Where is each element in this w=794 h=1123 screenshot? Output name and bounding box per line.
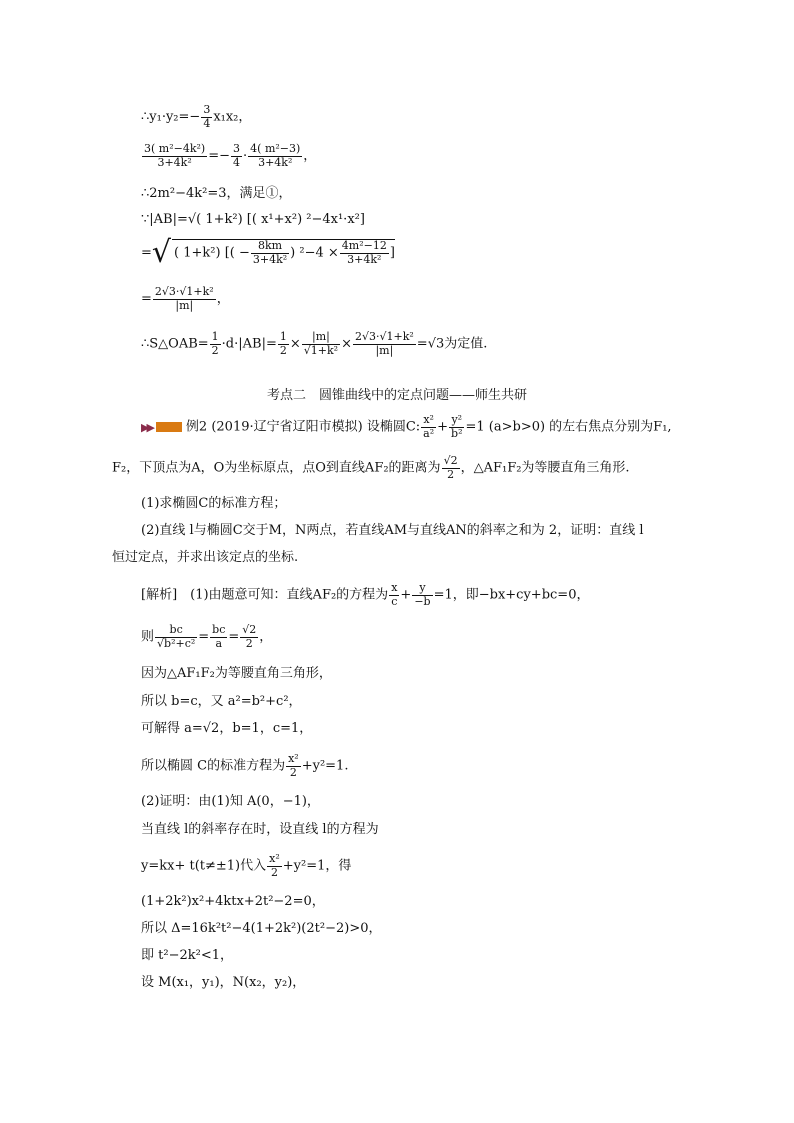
fraction <box>302 331 340 357</box>
solution-line-7: (2)证明：由(1)知 A(0，−1)， <box>141 794 320 809</box>
example-badge-icon <box>156 422 182 432</box>
numerator: bc <box>155 624 197 638</box>
proof-line-2 <box>141 143 316 169</box>
solution-line-9 <box>141 853 351 879</box>
fraction <box>231 143 242 169</box>
numerator: x² <box>288 752 299 765</box>
denominator: 2 <box>289 765 297 779</box>
proof-line-1 <box>141 104 251 130</box>
denominator: 2 <box>447 467 455 481</box>
text-segment: ， <box>259 629 273 645</box>
numerator: y² <box>449 414 464 428</box>
denominator: a <box>215 636 223 650</box>
text-segment: × <box>341 336 352 352</box>
fraction <box>421 414 436 440</box>
solution-line-12: 即 t²−2k²<1， <box>141 948 233 963</box>
text-segment: F₂，下顶点为A，O为坐标原点，点O到直线AF₂的距离为 <box>112 460 441 476</box>
text-segment: ] <box>389 245 395 261</box>
fraction <box>267 853 282 879</box>
solution-line-8: 当直线 l的斜率存在时，设直线 l的方程为 <box>141 822 379 837</box>
text-segment: ( 1+k²) [( − <box>174 245 250 261</box>
fraction <box>210 624 227 650</box>
solution-line-1 <box>141 582 589 608</box>
solution-line-13: 设 M(x₁，y₁)，N(x₂，y₂)， <box>141 975 306 990</box>
text-segment: × <box>289 336 301 352</box>
text-segment: [解析] (1)由题意可知：直线AF₂的方程为 <box>141 587 389 603</box>
numerator: x² <box>421 414 436 428</box>
text-segment: ， <box>216 291 230 307</box>
radicand <box>172 239 395 266</box>
question-2-line-1: (2)直线 l与椭圆C交于M，N两点，若直线AM与直线AN的斜率之和为 2，证明：直线 l <box>141 523 644 538</box>
proof-line-3: ∴2m²−4k²=3，满足①， <box>141 186 292 201</box>
text-segment: ，△AF₁F₂为等腰直角三角形. <box>460 460 630 476</box>
numerator: √2 <box>443 454 458 467</box>
denominator: 2 <box>245 636 253 650</box>
text-segment: + <box>400 587 412 603</box>
solution-line-11: 所以 Δ=16k²t²−4(1+2k²)(2t²−2)>0， <box>141 921 382 936</box>
proof-line-4: ∵|AB|=√( 1+k²) [( x¹+x²) ²−4x¹·x²] <box>141 212 365 227</box>
denominator: 4 <box>233 155 241 169</box>
proof-line-7 <box>141 331 487 357</box>
numerator: 3 <box>203 103 211 116</box>
denominator: 3+4k² <box>157 155 192 169</box>
text-segment: ∴y₁·y₂=− <box>141 109 201 125</box>
denominator: 3+4k² <box>252 252 288 266</box>
text-segment: = <box>141 245 152 261</box>
denominator: 2 <box>211 343 219 357</box>
text-segment: ， <box>303 148 317 164</box>
text-segment: + <box>437 419 449 435</box>
text-segment: +y²=1. <box>301 758 349 774</box>
denominator: |m| <box>175 298 194 312</box>
double-arrow-icon: ▶▶ <box>141 420 152 434</box>
example-line-2 <box>112 455 630 481</box>
denominator: a² <box>423 426 435 440</box>
text-segment: ∴S△OAB= <box>141 336 209 352</box>
fraction <box>449 414 464 440</box>
solution-line-3: 因为△AF₁F₂为等腰直角三角形， <box>141 666 332 681</box>
numerator: 4( m²−3) <box>250 142 301 155</box>
text-segment: 所以椭圆 C的标准方程为 <box>141 758 286 774</box>
fraction <box>353 331 416 357</box>
numerator: y <box>412 582 432 596</box>
fraction <box>142 143 207 169</box>
fraction <box>278 331 289 357</box>
text-segment: = <box>198 629 210 645</box>
denominator: c <box>391 594 398 608</box>
numerator: √2 <box>242 623 257 636</box>
radical-sign: √ <box>151 235 172 270</box>
solution-line-4: 所以 b=c，又 a²=b²+c²， <box>141 694 302 709</box>
text-segment: 则 <box>141 629 155 645</box>
fraction <box>251 240 289 266</box>
numerator: 3 <box>233 142 241 155</box>
denominator: b² <box>451 426 463 440</box>
text-segment: = <box>141 291 152 307</box>
denominator: √1+k² <box>303 343 339 357</box>
numerator: x² <box>269 852 280 865</box>
numerator: bc <box>212 623 226 636</box>
denominator: 3+4k² <box>347 252 382 266</box>
text-segment: =√3为定值. <box>416 336 488 352</box>
solution-line-10: (1+2k²)x²+4ktx+2t²−2=0， <box>141 894 325 909</box>
fraction <box>248 143 302 169</box>
numerator: 2√3·√1+k² <box>154 285 214 298</box>
text-segment: =1，即−bx+cy+bc=0， <box>433 587 590 603</box>
text-segment: =1 (a>b>0) 的左右焦点分别为F₁, <box>465 419 672 435</box>
numerator: 1 <box>279 330 287 343</box>
text-segment: =− <box>208 148 231 164</box>
proof-line-5 <box>141 235 395 270</box>
text-segment: x₁x₂， <box>213 109 252 125</box>
text-segment: +y²=1，得 <box>282 858 352 874</box>
denominator: 3+4k² <box>258 155 293 169</box>
fraction <box>442 455 460 481</box>
numerator: x <box>391 581 398 594</box>
denominator: −b <box>414 594 431 608</box>
denominator: |m| <box>375 343 394 357</box>
proof-line-6 <box>141 286 230 312</box>
denominator: 4 <box>203 116 211 130</box>
numerator: 4m²−12 <box>341 238 387 252</box>
text-segment: = <box>228 629 240 645</box>
numerator: 8km <box>251 240 289 254</box>
solution-line-2 <box>141 624 272 650</box>
numerator: 2√3·√1+k² <box>354 330 414 343</box>
text-segment: ·d·|AB|= <box>221 336 277 352</box>
question-2-line-2: 恒过定点，并求出该定点的坐标. <box>112 550 299 565</box>
numerator: |m| <box>302 331 340 345</box>
solution-line-6 <box>141 753 348 779</box>
fraction <box>155 624 197 650</box>
fraction <box>201 104 212 130</box>
denominator: √b²+c² <box>157 636 196 650</box>
fraction <box>389 582 399 608</box>
section-heading: 考点二 圆锥曲线中的定点问题——师生共研 <box>266 388 527 403</box>
fraction <box>286 753 301 779</box>
numerator: 3( m²−4k²) <box>144 142 206 155</box>
text-segment: y=kx+ t(t≠±1)代入 <box>141 858 267 874</box>
solution-line-5: 可解得 a=√2，b=1，c=1， <box>141 721 313 736</box>
denominator: 2 <box>270 865 278 879</box>
denominator: 2 <box>279 343 287 357</box>
example-line-1 <box>141 414 672 440</box>
fraction <box>153 286 216 312</box>
numerator: 1 <box>211 330 219 343</box>
text-segment: · <box>243 148 248 164</box>
fraction <box>412 582 432 608</box>
question-1: (1)求椭圆C的标准方程； <box>141 496 287 511</box>
text-segment: ) ²−4 × <box>290 245 339 261</box>
fraction <box>210 331 221 357</box>
fraction <box>240 624 258 650</box>
text-segment: 例2 (2019·辽宁省辽阳市模拟) 设椭圆C: <box>185 419 421 435</box>
fraction <box>340 240 389 266</box>
